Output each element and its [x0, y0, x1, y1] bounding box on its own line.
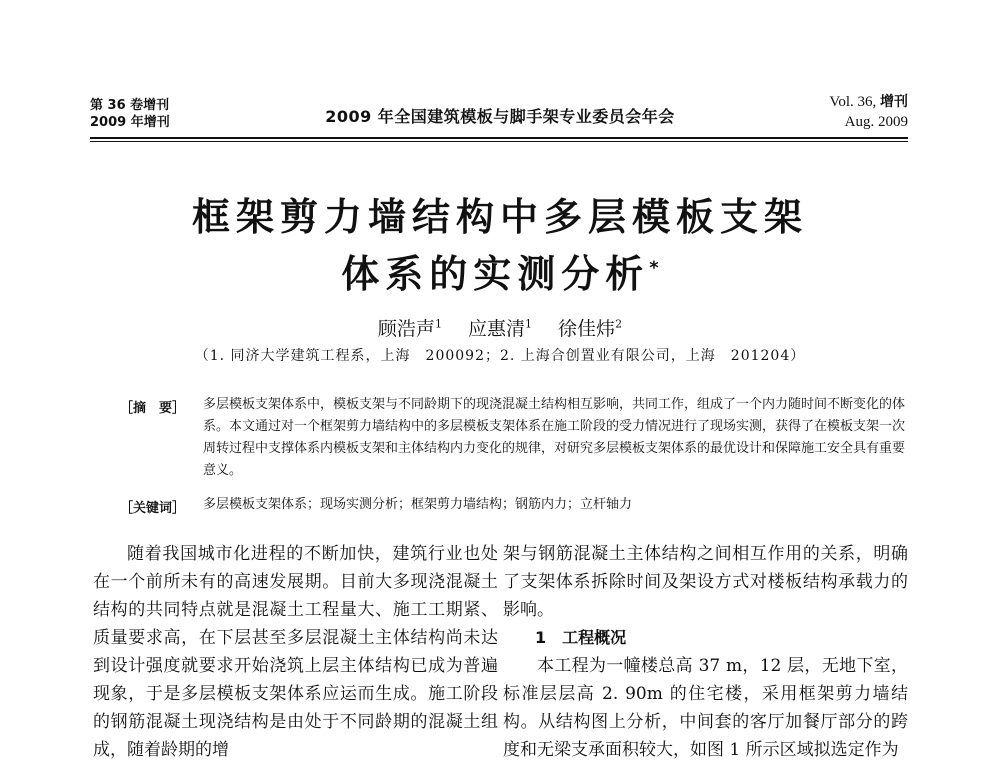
title-footnote-mark: * [649, 257, 659, 279]
paper-title-line2 [0, 243, 1000, 298]
author: 应惠清$^1$ [467, 317, 532, 340]
author: 顾浩声$^1$ [377, 317, 442, 340]
abstract-label: ［摘 要］ [120, 401, 186, 416]
author-list [0, 314, 1000, 341]
header-rule-thin [90, 141, 908, 142]
volume-en: Vol. 36, [829, 94, 877, 110]
header-rule-thick [90, 137, 908, 139]
author: 徐佳炜$^2$ [558, 317, 623, 340]
keywords-label: ［关键词］ [120, 501, 186, 516]
section-heading: 1 工程概况 [535, 628, 627, 647]
keywords-text: 多层模板支架体系；现场实测分析；框架剪力墙结构；钢筋内力；立杆轴力 [203, 497, 633, 512]
paper-title-line1: 框架剪力墙结构中多层模板支架 [191, 195, 808, 239]
body-column-left [93, 540, 498, 764]
paper-title-line2-text: 体系的实测分析 [341, 252, 650, 296]
affiliation: （1. 同济大学建筑工程系，上海 200092；2. 上海合创置业有限公司，上海 201204） [194, 348, 806, 364]
abstract-text: 多层模板支架体系中，模板支架与不同龄期下的现浇混凝土结构相互影响，共同工作，组成了一个内力随时间不断变化的体系。本文通过对一个框架剪力墙结构中的多层模板支架体系在施工阶段的受力情况进行了现场实测，获得了在模板支架一次周转过程中支撑体系内模板支架和主体结构内力变化的规律，对研究多层模板支架体系的最优设计和保障施工安全具有重要意义。 [203, 397, 906, 478]
running-header-title: 2009 年全国建筑模板与脚手架专业委员会年会 [325, 107, 675, 126]
body-paragraph: 架与钢筋混凝土主体结构之间相互作用的关系，明确了支架体系拆除时间及架设方式对楼板结构承载力的影响。 [503, 544, 908, 620]
body-column-right [503, 540, 908, 764]
journal-year-cn: 2009 年增刊 [90, 115, 170, 130]
body-paragraph: 本工程为一幢楼总高 37 m，12 层，无地下室，标准层层高 2. 90m 的住宅楼，采用框架剪力墙结构。从结构图上分析，中间套的客厅加餐厅部分的跨度和无梁支承面积较大，如图 1 所示区域拟选定作为 [503, 656, 908, 760]
journal-volume-cn: 第 36 卷增刊 [90, 98, 170, 113]
date-en: Aug. 2009 [844, 114, 908, 130]
body-paragraph: 随着我国城市化进程的不断加快，建筑行业也处在一个前所未有的高速发展期。目前大多现浇混凝土结构的共同特点就是混凝土工程量大、施工工期紧、质量要求高，在下层甚至多层混凝土主体结构尚未达到设计强度就要求开始浇筑上层主体结构已成为普遍现象，于是多层模板支架体系应运而生成。施工阶段的钢筋混凝土现浇结构是由处于不同龄期的混凝土组成，随着龄期的增 [93, 544, 498, 760]
issue-en: 增刊 [880, 94, 908, 110]
journal-volume-en [829, 92, 908, 132]
